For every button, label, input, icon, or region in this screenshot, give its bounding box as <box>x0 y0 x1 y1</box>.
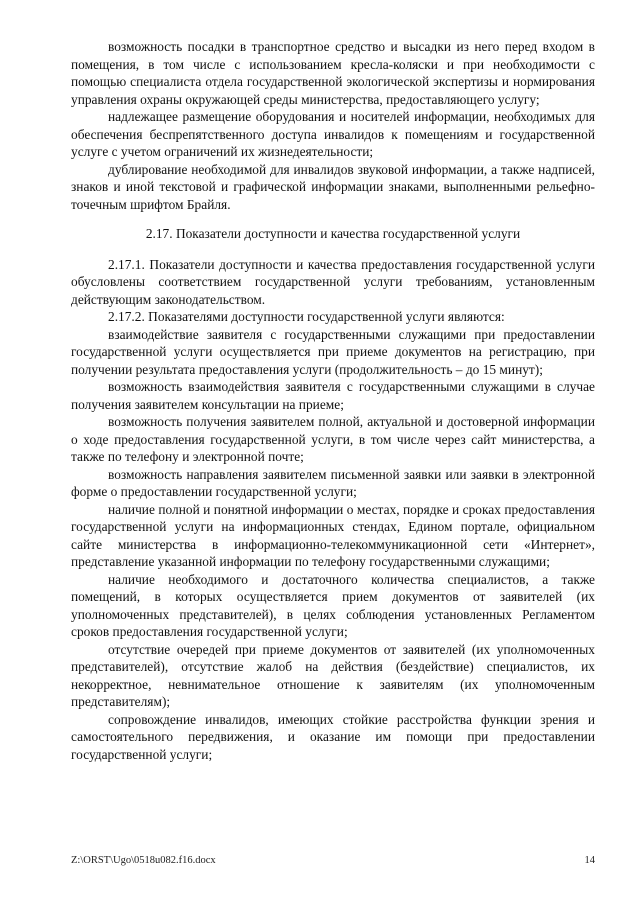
file-path: Z:\ORST\Ugo\0518u082.f16.docx <box>71 855 216 866</box>
paragraph: наличие необходимого и достаточного количества специалистов, а также помещений, в которых осуществляется прием документов от заявителей (их уполномоченных представителей), в целях соблюдения установленных Регламентом сроков предоставления государственной услуги; <box>71 571 595 639</box>
paragraph: взаимодействие заявителя с государственными служащими при предоставлении государственной услуги осуществляется при приеме документов на регистрацию, при получении результата предоставления услуги (продолжительность – до 15 минут); <box>71 326 595 377</box>
section-heading: 2.17. Показатели доступности и качества государственной услуги <box>145 226 521 241</box>
page-number: 14 <box>584 855 595 866</box>
paragraph: 2.17.1. Показатели доступности и качества предоставления государственной услуги обусловлены соответствием государственной услуги требованиям, установленным действующим законодательством. <box>71 256 595 307</box>
paragraph: дублирование необходимой для инвалидов звуковой информации, а также надписей, знаков и иной текстовой и графической информации знаками, выполненными рельефно-точечным шрифтом Брайля. <box>71 161 595 212</box>
paragraph: надлежащее размещение оборудования и носителей информации, необходимых для обеспечения беспрепятственного доступа инвалидов к помещениям и государственной услуге с учетом ограничений их жизнедеятельности; <box>71 109 595 159</box>
paragraph: сопровождение инвалидов, имеющих стойкие расстройства функции зрения и самостоятельного передвижения, и оказание им помощи при предоставлении государственной услуги; <box>71 711 595 762</box>
document-body <box>71 38 595 763</box>
paragraph: возможность посадки в транспортное средство и высадки из него перед входом в помещения, в том числе с использованием кресла-коляски и при необходимости с помощью специалиста отдела государственной экологической экспертизы и нормирования управления охраны окружающей среды министерства, предоставляющего услугу; <box>71 39 595 107</box>
paragraph: возможность взаимодействия заявителя с государственными служащими в случае получения заявителем консультации на приеме; <box>71 379 595 412</box>
paragraph: 2.17.2. Показателями доступности государственной услуги являются: <box>108 309 505 324</box>
paragraph: возможность направления заявителем письменной заявки или заявки в электронной форме о предоставлении государственной услуги; <box>71 466 595 499</box>
paragraph: наличие полной и понятной информации о местах, порядке и сроках предоставления государственной услуги на информационных стендах, Едином портале, официальном сайте министерства в информационно-телекоммуникационной сети «Интернет», представление указанной информации по телефону государственными служащими; <box>71 501 595 569</box>
paragraph: возможность получения заявителем полной, актуальной и достоверной информации о ходе предоставления государственной услуги, в том числе через сайт министерства, а также по телефону и электронной почте; <box>71 414 595 464</box>
paragraph: отсутствие очередей при приеме документов от заявителей (их уполномоченных представителей), отсутствие жалоб на действия (бездействие) специалистов, их некорректное, невнимательное отношение к заявителям (их уполномоченным представителям); <box>71 641 595 709</box>
